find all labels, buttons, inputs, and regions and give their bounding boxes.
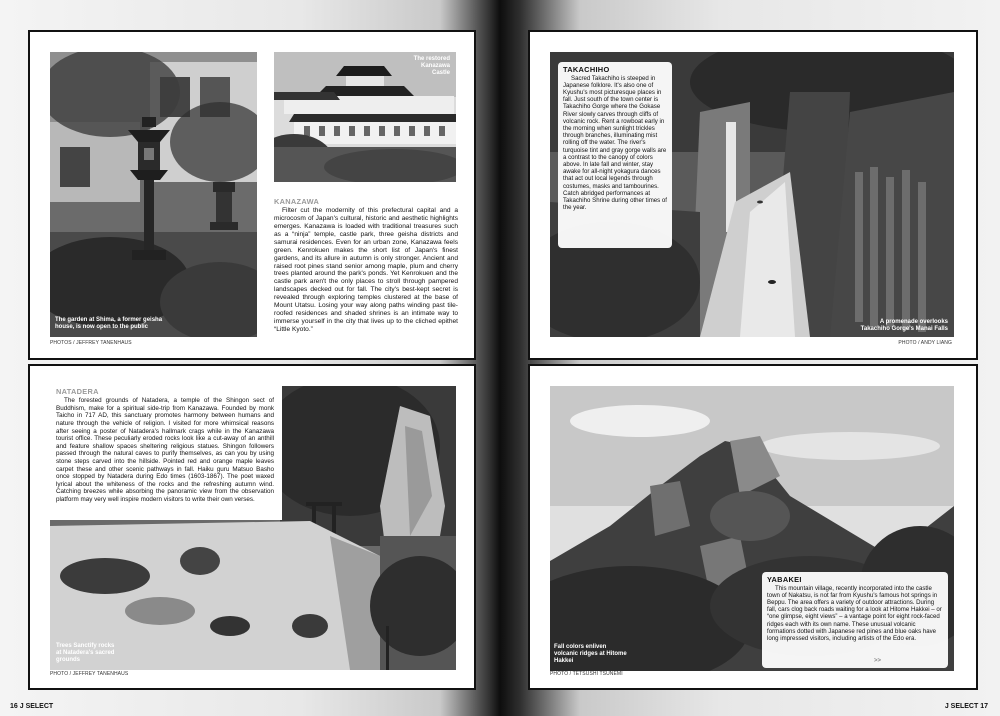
garden-caption: The garden at Shima, a former geisha house, is now open to the public — [55, 317, 163, 330]
yabakei-credit: PHOTO / TETSUSHI TSUNEMI — [550, 671, 623, 677]
natadera-body: The forested grounds of Natadera, a temple of the Shingon sect of Buddhism, make for a spiritual side-trip from Kanazawa. Founded by monk Taicho in 717 AD, this sanctuary promotes harmony between humans and nature through the vehicle of religion. I visited for more whimsical reasons after seeing a poster of Natadera's hallmark crags while in the Kanazawa tourist office. These peculiarly eroded rocks look like a cut-away of an anthill and feature shallow spaces sheltering religious statues. Shingon followers passed through the natural caves to purify themselves, as can you by using stone steps carved into the hillside. Pointed red and orange maple leaves carpet these and other scenic pathways in fall. Haiku guru Matsuo Basho once stopped by Natadera during Edo times (1603-1867). The poet waxed lyrical about the whiteness of the rocks and the refreshing autumn wind. Catching breezes while absorbing the panoramic view from the observation platform may very well inspire modern visitors to write their own verses. — [56, 397, 274, 503]
yabakei-heading: YABAKEI — [767, 575, 802, 584]
takachiho-caption: A promenade overlooks Takachiho Gorge's Manai Falls — [860, 319, 948, 332]
natadera-article — [50, 386, 282, 520]
natadera-caption: Trees Sanctify rocks at Natadera's sacred grounds — [56, 643, 115, 663]
kanazawa-body: Filter cut the modernity of this prefectural capital and a microcosm of Japan's cultural, historic and aesthetic highlights emerges. Kanazawa is loaded with traditional treasures such as a “ninja” temple, castle park, three geisha districts and samurai residences. Even for an urban zone, Kanazawa feels green. Kenrokuen makes the short list of Japan's finest gardens, and its allure in autumn is only stronger. Ancient and raised root pines stand senior among maple, plum and cherry trees planted around the park's ponds. Yet Kenrokuen and the castle park aren't the only places to stroll through pampered landscapes decked out for fall. The city's best-kept secret is revealed through exploring temples clustered at the base of Mount Utatsu. Losing your way along paths winding past tile-roofed residences and shaded shrines is an intimate way to immerse yourself in the city that lives up to the cliched epithet “Little Kyoto.” — [274, 207, 458, 333]
yabakei-panel — [528, 364, 978, 690]
takachiho-panel — [528, 30, 978, 360]
continue-arrow-icon: >> — [874, 658, 882, 665]
kanazawa-credit: PHOTOS / JEFFREY TANENHAUS — [50, 340, 132, 346]
yabakei-body: This mountain village, recently incorporated into the castle town of Nakatsu, is not far from Kyushu's famous hot springs in Beppu. The area offers a variety of outdoor attractions. During fall, cars clog back roads waiting for a look at Hitome Hakkei – or “one glimpse, eight views” – a vantage point for eight rock-faced ridges each with its own name. These unusual volcanic formations dotted with Japanese red pines and blue oaks have long impressed visitors, including artists of the Edo era. — [767, 584, 942, 643]
natadera-panel — [28, 364, 476, 690]
kanazawa-panel — [28, 30, 476, 360]
kanazawa-article — [274, 198, 458, 334]
takachiho-heading: TAKACHIHO — [563, 65, 610, 74]
yabakei-article — [762, 572, 948, 668]
garden-illustration — [50, 52, 257, 337]
garden-photo — [50, 52, 257, 337]
castle-caption: The restored Kanazawa Castle — [413, 56, 450, 76]
takachiho-body: Sacred Takachiho is steeped in Japanese folklore. It's also one of Kyushu's most picturesque places in fall. Just south of the town center is Takachiho Gorge where the Gokase River slowly carves through cliffs of volcanic rock. Rent a rowboat early in the morning when sunlight trickles through branches, illuminating mist rolling off the water. The river's turquoise tint and gray gorge walls are a contrast to the canopy of colors above. In late fall and winter, stay awake for all-night yokagura dances that act out local legends through costumes, masks and tambourines. Catch abridged performances at Takachiho Shrine during other times of the year. — [563, 74, 667, 212]
left-folio: 16 J SELECT — [10, 703, 54, 710]
kanazawa-heading: KANAZAWA — [274, 197, 320, 206]
right-folio: J SELECT 17 — [944, 703, 988, 710]
natadera-heading: NATADERA — [56, 387, 99, 396]
takachiho-credit: PHOTO / ANDY LIANG — [898, 340, 952, 346]
natadera-credit: PHOTO / JEFFREY TANENHAUS — [50, 671, 129, 677]
yabakei-caption: Fall colors enliven volcanic ridges at Hitome Hakkei — [554, 644, 627, 664]
takachiho-article — [558, 62, 672, 248]
castle-photo — [274, 52, 456, 182]
